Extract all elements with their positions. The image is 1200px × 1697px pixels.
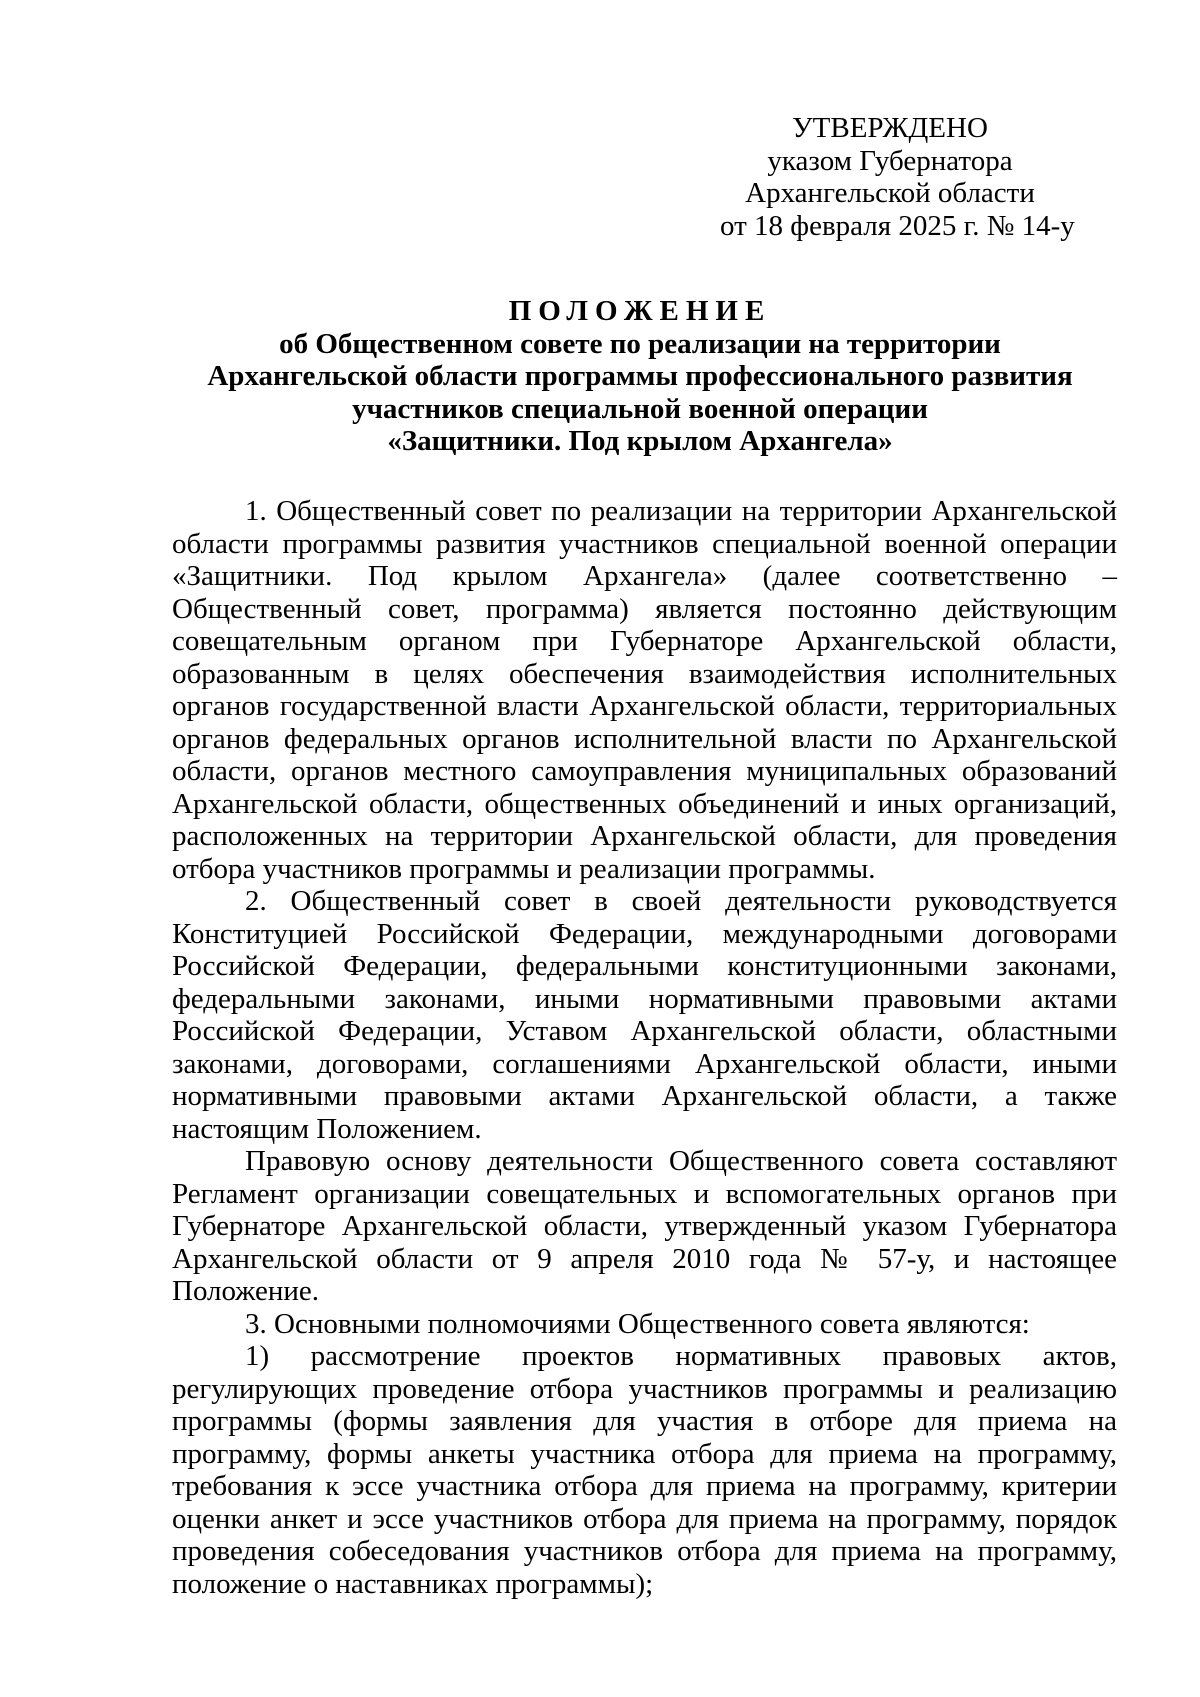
approval-line-date: от 18 февраля 2025 г. № 14-у [720,209,1075,242]
title-line-1: об Общественном совете по реализации на территории [279,327,1001,360]
title-line-3: участников специальной военной операции [352,392,928,425]
title-heading: ПОЛОЖЕНИЕ [508,295,772,327]
paragraph-5: 1) рассмотрение проектов нормативных правовых актов, регулирующих проведение отбора участников программы и реализацию программы (формы заявления для участия в отборе для приема на программу, формы анкеты участника отбора для приема на программу, требования к эссе участника отбора для приема на программу, критерии оценки анкет и эссе участников отбора для приема на программу, порядок проведения собеседования участников отбора для приема на программу, положение о наставниках программы); [172,1340,1117,1600]
paragraph-2: 2. Общественный совет в своей деятельности руководствуется Конституцией Российской Федерации, международными договорами Российской Федерации, федеральными конституционными законами, федеральными законами, иными нормативными правовыми актами Российской Федерации, Уставом Архангельской области, областными законами, договорами, соглашениями Архангельской области, иными нормативными правовыми актами Архангельской области, а также настоящим Положением. [172,885,1117,1145]
title-line-2: Архангельской области программы профессионального развития [207,360,1073,392]
document-body [172,495,1117,1600]
paragraph-1: 1. Общественный совет по реализации на территории Архангельской области программы развития участников специальной военной операции «Защитники. Под крылом Архангела» (далее соответственно – Общественный совет, программа) является постоянно действующим совещательным органом при Губернаторе Архангельской области, образованным в целях обеспечения взаимодействия исполнительных органов государственной власти Архангельской области, территориальных органов федеральных органов исполнительной власти по Архангельской области, органов местного самоуправления муниципальных образований Архангельской области, общественных объединений и иных организаций, расположенных на территории Архангельской области, для проведения отбора участников программы и реализации программы. [172,495,1117,885]
paragraph-3: Правовую основу деятельности Общественного совета составляют Регламент организации совещательных и вспомогательных органов при Губернаторе Архангельской области, утвержденный указом Губернатора Архангельской области от 9 апреля 2010 года № 57-у, и настоящее Положение. [172,1145,1117,1307]
approval-line-decree: указом Губернатора [767,144,1013,177]
approval-line-region: Архангельской области [745,177,1035,209]
title-line-4: «Защитники. Под крылом Архангела» [387,425,893,457]
document-title [160,295,1120,458]
paragraph-4: 3. Основными полномочиями Общественного совета являются: [245,1307,1030,1340]
approval-stamp [720,112,1075,242]
approval-line-approved: УТВЕРЖДЕНО [792,112,988,144]
